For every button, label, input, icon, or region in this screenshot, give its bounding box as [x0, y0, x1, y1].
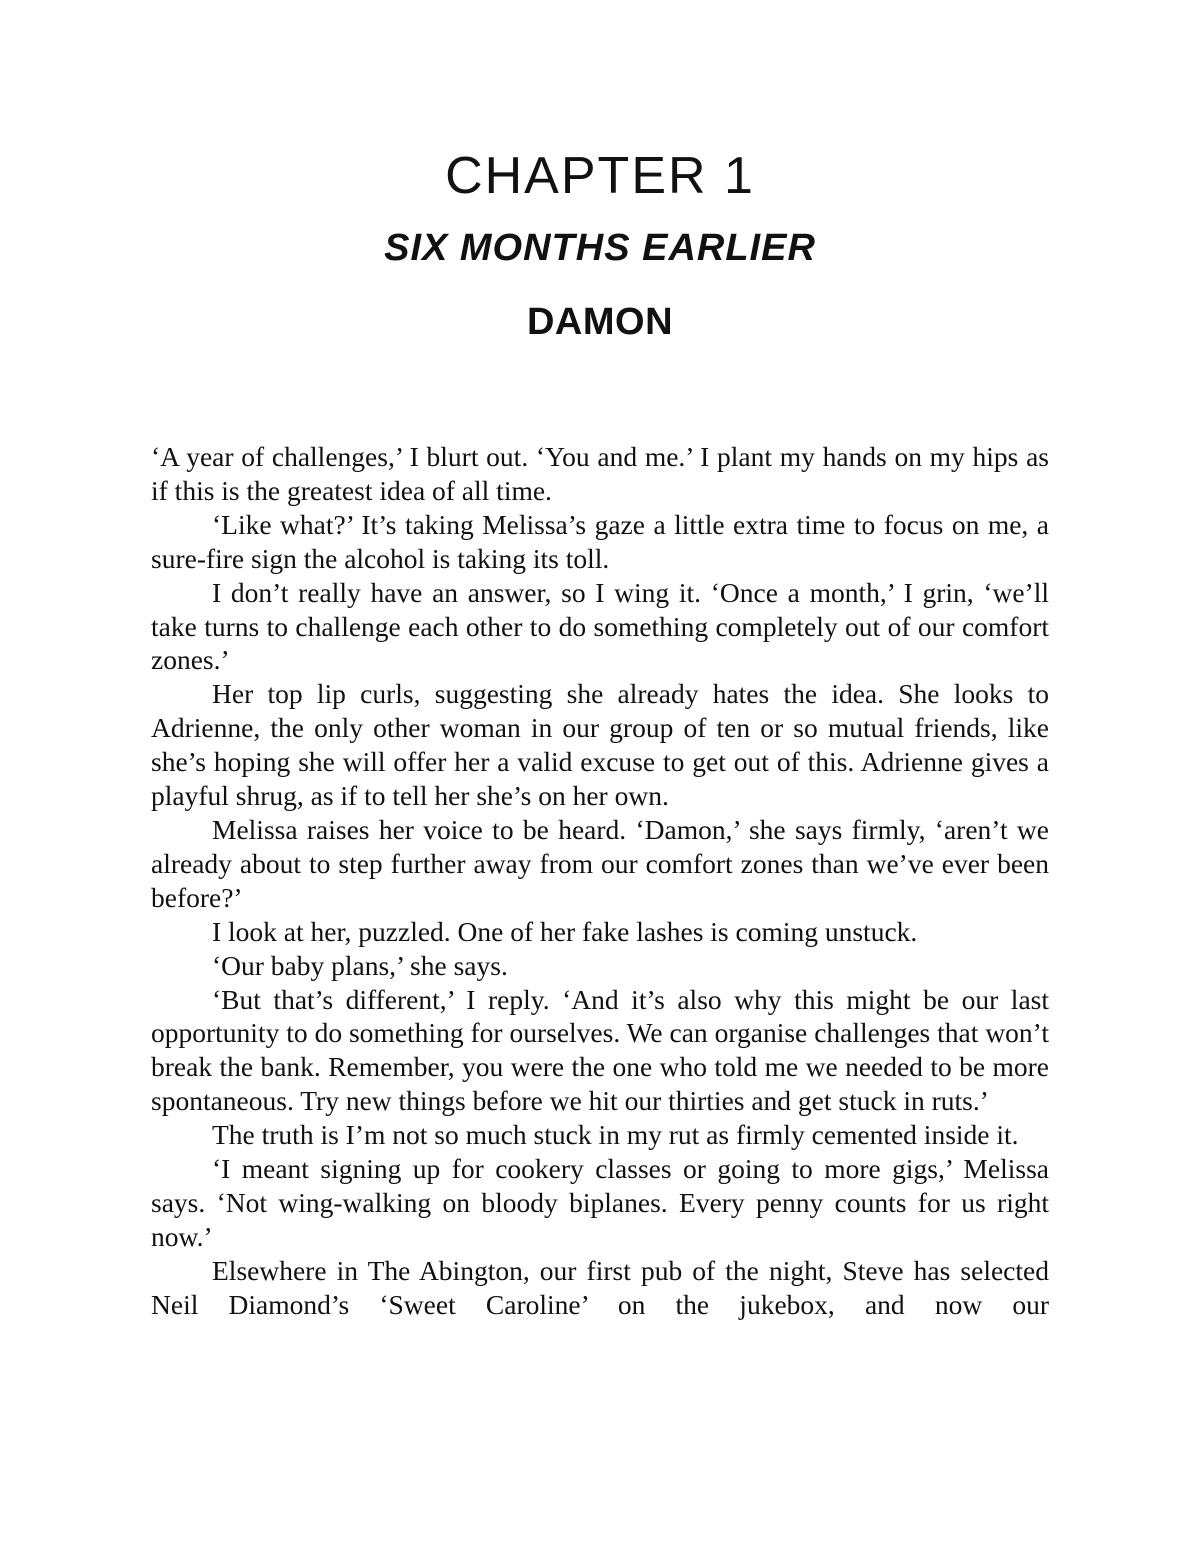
chapter-title: CHAPTER 1	[445, 147, 755, 205]
paragraph: ‘But that’s different,’ I reply. ‘And it’s also why this might be our last opportunity to do something for ourselves. We can organise challenges that won’t break the bank. Remember, you were the one who told me we needed to be more spontaneous. Try new things before we hit our thirties and get stuck in ruts.’	[151, 983, 1049, 1117]
paragraph: Her top lip curls, suggesting she already hates the idea. She looks to Adrienne, the only other woman in our group of ten or so mutual friends, like she’s hoping she will offer her a valid excuse to get out of this. Adrienne gives a playful shrug, as if to tell her she’s on her own.	[151, 678, 1049, 812]
paragraph: I don’t really have an answer, so I wing it. ‘Once a month,’ I grin, ‘we’ll take turns to challenge each other to do something completely out of our comfort zones.’	[151, 576, 1049, 676]
paragraph: Melissa raises her voice to be heard. ‘Damon,’ she says firmly, ‘aren’t we already about to step further away from our comfort zones than we’ve ever been before?’	[151, 813, 1049, 913]
paragraph: ‘A year of challenges,’ I blurt out. ‘You and me.’ I plant my hands on my hips as if this is the greatest idea of all time.	[151, 441, 1049, 506]
chapter-narrator: DAMON	[526, 301, 674, 343]
paragraph: The truth is I’m not so much stuck in my rut as firmly cemented inside it.	[212, 1119, 1019, 1151]
paragraph: ‘I meant signing up for cookery classes or going to more gigs,’ Melissa says. ‘Not wing-walking on bloody biplanes. Every penny counts for us right now.’	[151, 1153, 1049, 1252]
paragraph: ‘Our baby plans,’ she says.	[212, 949, 508, 981]
chapter-heading	[0, 138, 1200, 350]
paragraph: Elsewhere in The Abington, our first pub of the night, Steve has selected Neil Diamond’s ‘Sweet Caroline’ on the jukebox, and now our	[151, 1254, 1049, 1320]
paragraph: I look at her, puzzled. One of her fake lashes is coming unstuck.	[212, 915, 918, 947]
chapter-body	[151, 440, 1049, 1322]
paragraph: ‘Like what?’ It’s taking Melissa’s gaze a little extra time to focus on me, a sure-fire sign the alcohol is taking its toll.	[151, 508, 1049, 574]
chapter-subtitle: SIX MONTHS EARLIER	[384, 227, 816, 269]
